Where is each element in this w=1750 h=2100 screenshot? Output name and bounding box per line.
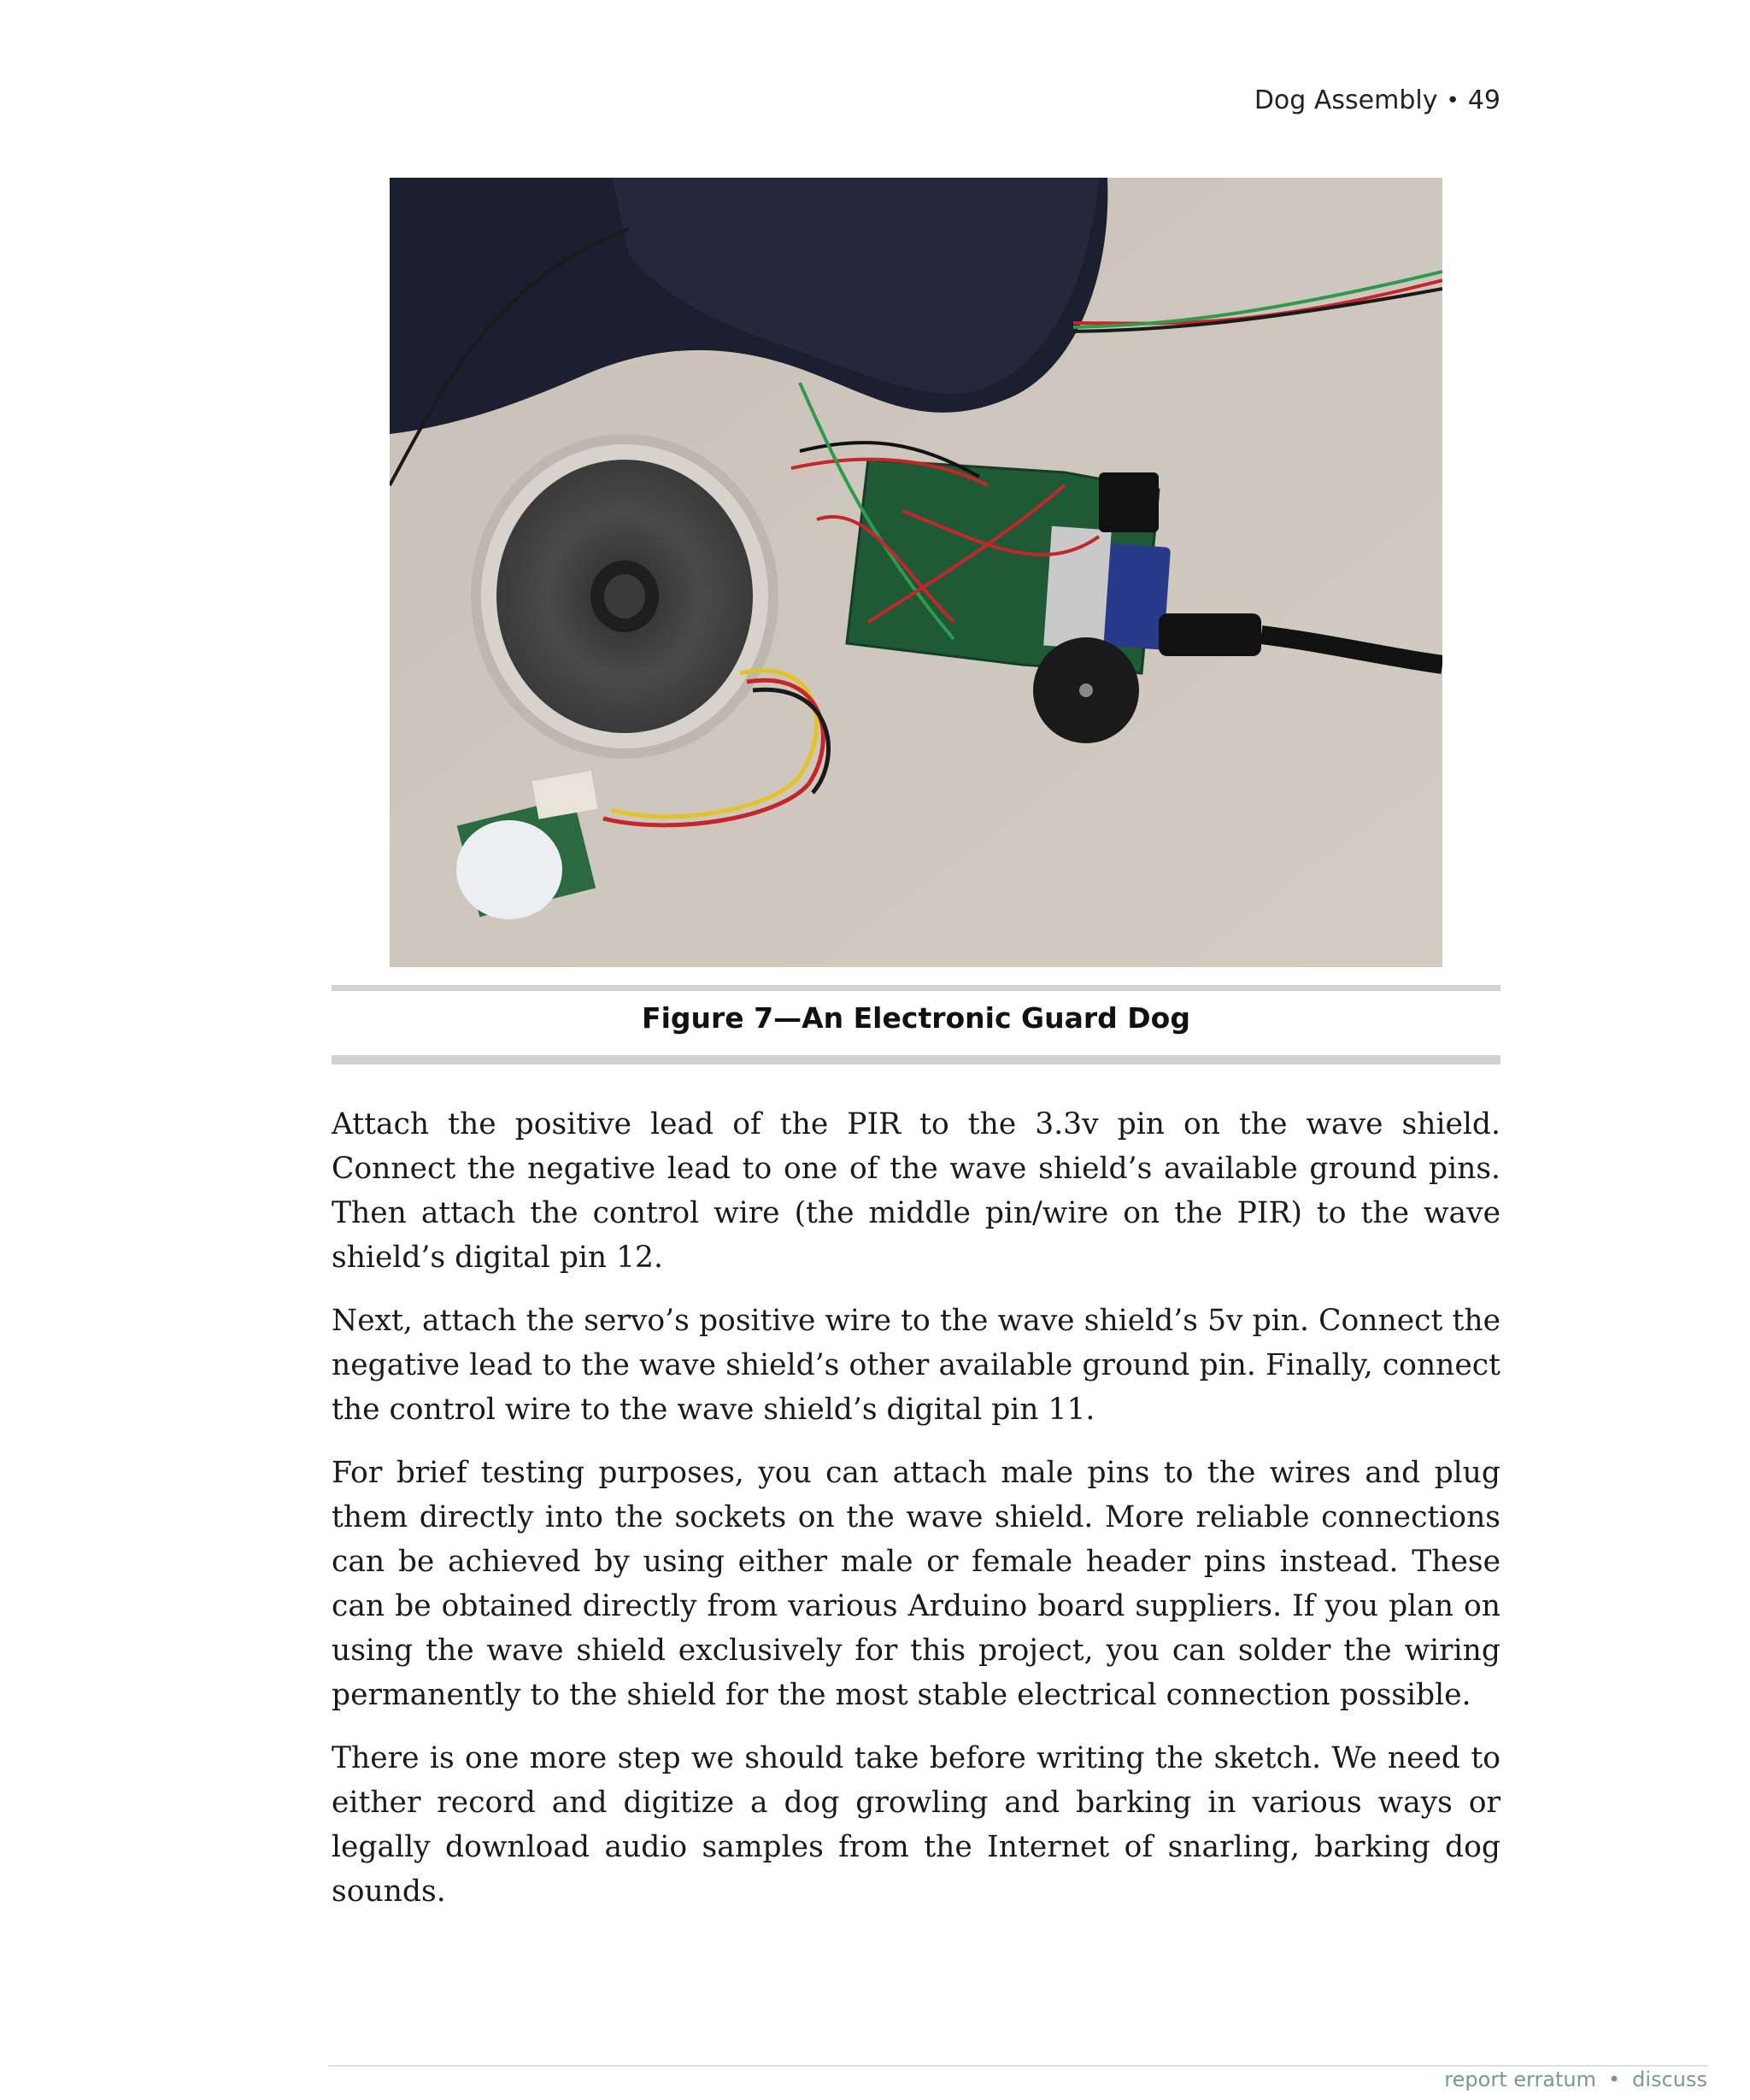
paragraph: Attach the positive lead of the PIR to the 3.3v pin on the wave shield. Connect the negative lead to one of the wave shield’s available ground pins. Then attach the control wire (the middle pin/wire on the PIR) to the wave shield’s digital pin 12. [332,1107,1500,1275]
guard-dog-illustration [390,178,1442,967]
footer-separator: • [1608,2068,1621,2091]
page-number: 49 [1467,85,1500,115]
footer [1444,2068,1707,2091]
figure-rule-top [332,985,1500,991]
report-erratum-link[interactable]: report erratum [1444,2068,1597,2091]
paragraph: For brief testing purposes, you can attach male pins to the wires and plug them directly into the sockets on the wave shield. More reliable connections can be achieved by using either male or female header pins instead. These can be obtained directly from various Arduino board suppliers. If you plan on using the wave shield exclusively for this project, you can solder the wiring permanently to the shield for the most stable electrical connection possible. [332,1456,1500,1712]
section-title: Dog Assembly [1254,85,1438,115]
paragraph: Next, attach the servo’s positive wire to the wave shield’s 5v pin. Connect the negative lead to the wave shield’s other available ground pin. Finally, connect the control wire to the wave shield’s digital pin 11. [332,1304,1500,1427]
paragraph: There is one more step we should take before writing the sketch. We need to either record and digitize a dog growling and barking in various ways or legally download audio samples from the Internet of snarling, barking dog sounds. [332,1741,1500,1909]
figure-caption: Figure 7—An Electronic Guard Dog [642,1001,1190,1035]
header-separator: • [1446,87,1459,114]
discuss-link[interactable]: discuss [1632,2068,1707,2091]
body-text [332,1102,1500,1933]
running-head [1254,85,1500,115]
footer-divider [328,2065,1707,2067]
guard-dog-photo [390,178,1442,967]
figure-rule-bottom [332,1055,1500,1065]
